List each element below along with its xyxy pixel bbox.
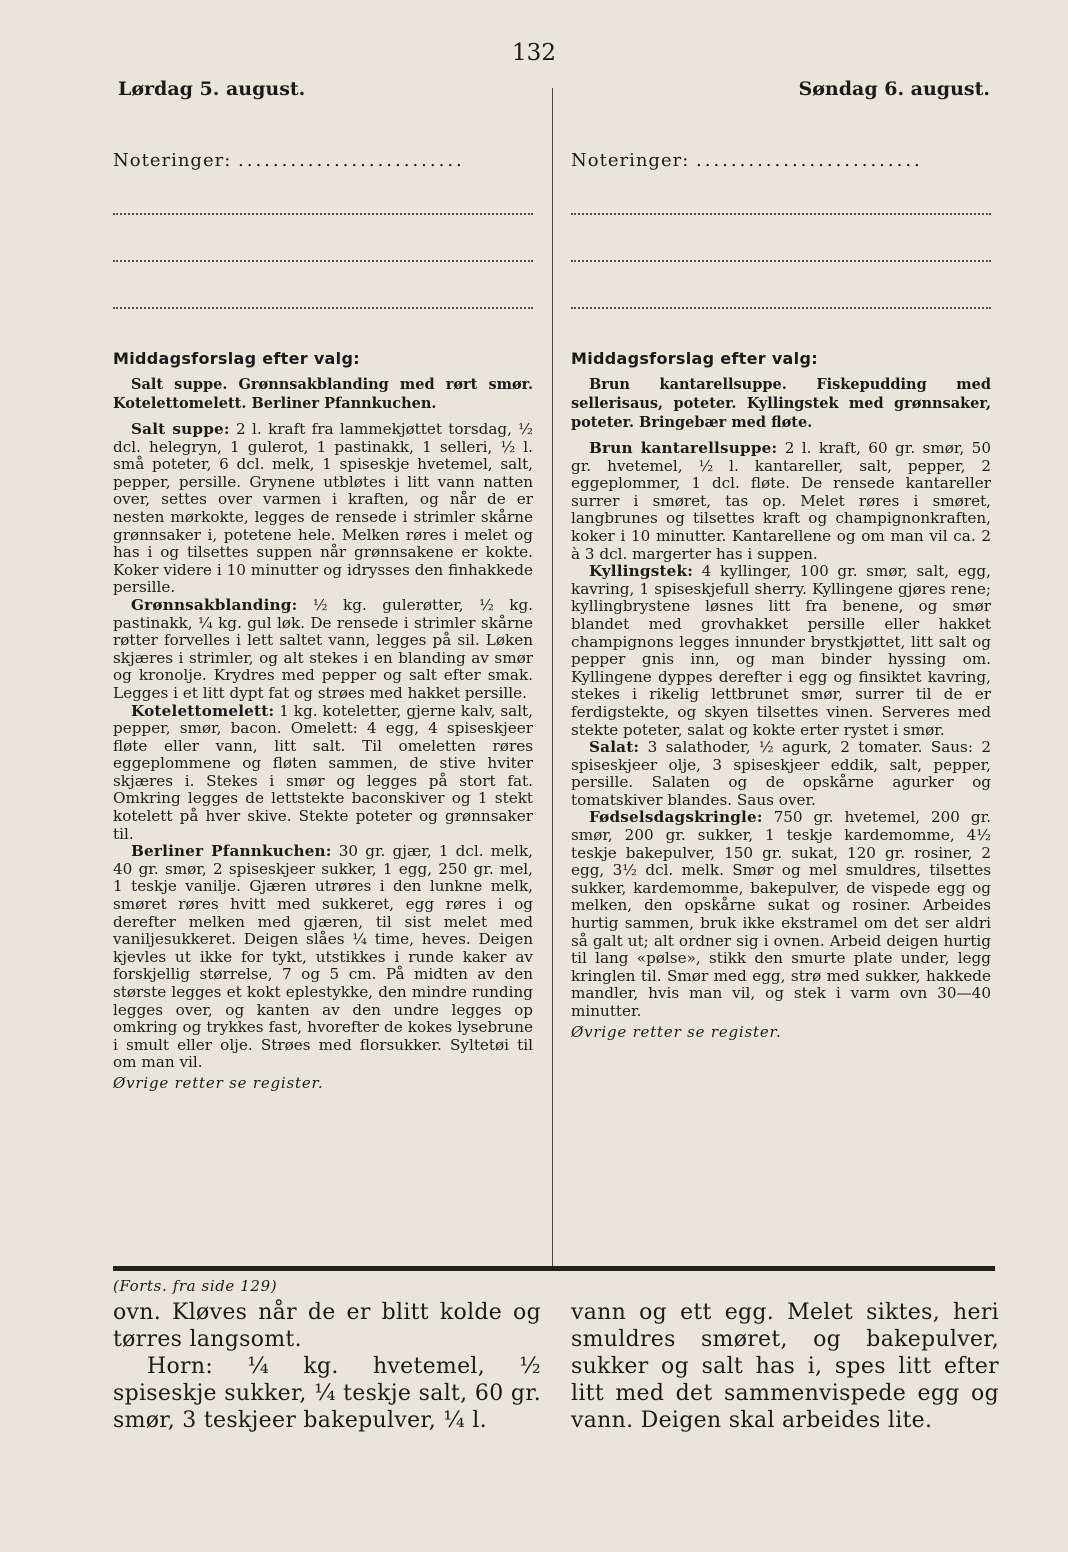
sunday-column xyxy=(571,150,991,1041)
recipe-salat: Salat: 3 salathoder, ½ agurk, 2 tomater. Saus: 2 spiseskjeer olje, 3 spiseskjeer eddik, salt, pepper, persille. Salaten og de opskårne agurker og tomatskiver blandes. Saus over. xyxy=(571,738,991,809)
notes-line xyxy=(113,306,533,309)
recipe-brun-kantarellsuppe: Brun kantarellsuppe: 2 l. kraft, 60 gr. smør, 50 gr. hvetemel, ½ l. kantareller, salt, pepper, 2 eggeplommer, 1 dcl. fløte. De rensede kantareller surrer i smøret, tas op. Melet røres i smøret, langbrunes og tilsettes kraft og champignonkraften, koker i 10 minutter. Kantarellene og om man vil ca. 2 à 3 dcl. margerter has i suppen. xyxy=(571,439,991,563)
notes-label: Noteringer: .......................... xyxy=(571,150,923,170)
continuation-text: Horn: ¼ kg. hvetemel, ½ spiseskje sukker, ¼ teskje salt, 60 gr. smør, 3 teskjeer bakepulver, ¼ l. xyxy=(113,1354,541,1433)
recipe-salt-suppe: Salt suppe: 2 l. kraft fra lammekjøttet torsdag, ½ dcl. helegryn, 1 gulerot, 1 pastinakk, 1 selleri, ½ l. små poteter, 6 dcl. melk, 1 spiseskje hvetemel, salt, pepper, persille. Grynene utbløtes i litt vann natten over, settes over varmen i kraften, og når de er nesten mørkokte, legges de rensede i strimler skårne grønnsaker i, potetene hele. Melken røres i melet og has i og tilsettes suppen når grønnsakene er kokte. Koker videre i 10 minutter og idrysses den finhakkede persille. xyxy=(113,420,533,597)
recipe-berliner-pfannkuchen: Berliner Pfannkuchen: 30 gr. gjær, 1 dcl. melk, 40 gr. smør, 2 spiseskjeer sukker, 1 egg, 250 gr. mel, 1 teskje vanilje. Gjæren utrøres i den lunkne melk, smøret røres hvitt med sukkeret, egg røres i og derefter melken med gjæren, til sist melet med vaniljesukkeret. Deigen slåes ¼ time, heves. Deigen kjevles ut ikke for tykt, utstikkes i runde kaker av forskjellig størrelse, 7 og 5 cm. På midten av den største legges et kokt eplestykke, den mindre runding legges over, og kanten av den undre legges op omkring og trykkes fast, hvorefter de kokes lysebrune i smult eller olje. Strøes med florsukker. Syltetøi til om man vil. xyxy=(113,842,533,1072)
continuation-right xyxy=(571,1299,999,1434)
notes-line xyxy=(571,259,991,262)
recipe-gronnsakblanding: Grønnsakblanding: ½ kg. gulerøtter, ½ kg. pastinakk, ¼ kg. gul løk. De rensede i strimler skårne røtter forvelles i lett saltet vann, legges på sil. Løken skjæres i strimler, og alt stekes i en blanding av smør og kronolje. Krydres med pepper og salt efter smak. Legges i et litt dypt fat og strøes med hakket persille. xyxy=(113,595,533,702)
continuation-label: (Forts. fra side 129) xyxy=(113,1277,278,1295)
notes-line xyxy=(113,212,533,215)
other-recipes-note: Øvrige retter se register. xyxy=(113,1073,324,1092)
section-divider xyxy=(113,1266,995,1271)
day-heading-sunday: Søndag 6. august. xyxy=(798,78,990,100)
recipe-kyllingstek: Kyllingstek: 4 kyllinger, 100 gr. smør, salt, egg, kavring, 1 spiseskjefull sherry. Kyllingene gjøres rene; kyllingbrystene løsnes litt fra benene, og smør blandet med grovhakket persille eller hakket champignons legges innunder brystkjøttet, litt salt og pepper gnis inn, og man binder hyssing om. Kyllingene dyppes derefter i egg og finsiktet kavring, stekes i rikelig lettbrunet smør, surrer til de er ferdigstekte, og skyen tilsettes vinen. Serveres med stekte poteter, salat og kokte erter rystet i smør. xyxy=(571,562,991,739)
menu-summary: Salt suppe. Grønnsakblanding med rørt smør. Kotelettomelett. Berliner Pfannkuchen. xyxy=(113,376,533,412)
recipe-fodselsdagskringle: Fødselsdagskringle: 750 gr. hvetemel, 200 gr. smør, 200 gr. sukker, 1 teskje kardemomme, 4½ teskje bakepulver, 150 gr. sukat, 120 gr. rosiner, 2 egg, 3½ dcl. melk. Smør og mel smuldres, tilsettes sukker, kardemomme, bakepulver, de vispede egg og melken, den opskårne sukat og rosiner. Arbeides hurtig sammen, bruk ikke ekstramel om det ser aldri så galt ut; alt ordner sig i ovnen. Arbeid deigen hurtig til lang «pølse», stikk den smurte plate under, legg kringlen til. Smør med egg, strø med sukker, hakkede mandler, hvis man vil, og stek i varm ovn 30—40 minutter. xyxy=(571,808,991,1020)
notes-label: Noteringer: .......................... xyxy=(113,150,465,170)
notes-line xyxy=(571,212,991,215)
suggestions-heading: Middagsforslag efter valg: xyxy=(571,349,818,368)
page-number: 132 xyxy=(512,40,556,66)
day-heading-saturday: Lørdag 5. august. xyxy=(118,78,306,100)
menu-summary: Brun kantarellsuppe. Fiskepudding med sellerisaus, poteter. Kyllingstek med grønnsaker, poteter. Bringebær med fløte. xyxy=(571,376,991,431)
continuation-left xyxy=(113,1299,541,1434)
column-divider xyxy=(552,88,553,1266)
notes-line xyxy=(113,259,533,262)
continuation-text: vann og ett egg. Melet siktes, heri smuldres smøret, og bakepulver, sukker og salt has i, spes litt efter litt med det sammenvispede egg og vann. Deigen skal arbeides lite. xyxy=(571,1300,999,1433)
saturday-column xyxy=(113,150,533,1092)
other-recipes-note: Øvrige retter se register. xyxy=(571,1022,782,1041)
continuation-text: ovn. Kløves når de er blitt kolde og tørres langsomt. xyxy=(113,1300,541,1352)
recipe-kotelettomelett: Kotelettomelett: 1 kg. koteletter, gjerne kalv, salt, pepper, smør, bacon. Omelett: 4 egg, 4 spiseskjeer fløte eller vann, litt salt. Til omeletten røres eggeplommene og fløten sammen, de stive hviter skjæres i. Stekes i smør og legges på stort fat. Omkring legges de lettstekte baconskiver og 1 stekt kotelett på hver skive. Stekte poteter og grønnsaker til. xyxy=(113,701,533,843)
suggestions-heading: Middagsforslag efter valg: xyxy=(113,349,360,368)
notes-line xyxy=(571,306,991,309)
